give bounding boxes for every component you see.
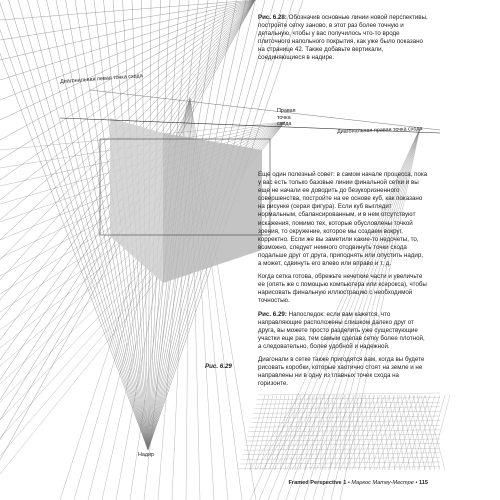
floor-grid-line: [265, 395, 281, 470]
floor-grid-line: [424, 395, 445, 470]
floor-grid-line: [251, 421, 440, 423]
floor-grid-line: [334, 395, 370, 470]
top-left-line: [0, 0, 255, 20]
floor-grid-line: [270, 395, 285, 470]
floor-grid-line: [365, 395, 370, 470]
footer-book-title: Framed Perspective 1: [288, 480, 347, 486]
floor-grid-line: [248, 430, 440, 432]
floor-grid-line: [247, 434, 440, 436]
floor-grid-line: [430, 395, 450, 470]
paragraph-tip: Еще один полезный совет: в самом начале процесса, пока у вас есть только базовые линии финальной сетки и вы еще не начали ее доводить до безукоризненного совершенства, постройте на ее основе куб, как показано на рисунке (серая фигура). Если куб выглядит нормальным, сбалансированным, и в нем отсутствуют искажения, помимо тех, которые обусловлены точкой зрения, то окружение, которое мы создаем вокруг, корректно. Если же вы заметили какие-то недочеты, то, возможно, следует немного отодвинуть точки схода подальше друг от друга, приподнять или опустить надир, а может, сдвинуть его влево или вправо и т. д.: [258, 171, 428, 268]
footer-page-number: 115: [418, 480, 428, 486]
floor-grid-line: [370, 395, 400, 470]
fig-6-29-label: Рис. 6.29:: [258, 310, 287, 318]
caption-fig-6-28: [258, 14, 428, 68]
floor-grid-line: [376, 395, 405, 470]
fine-floor-grid: [239, 393, 450, 470]
floor-grid-line: [417, 395, 435, 470]
footer-author: Маркос Матеу-Местре: [351, 480, 414, 486]
floor-grid-line: [425, 395, 445, 470]
paragraph-cleanup: Когда сетка готова, обрежьте нечеткие части и увеличьте ее (опять же с помощью компьютера или ксерокса), чтобы нарисовать финальную иллюстрацию с необходимой точностью.: [258, 273, 427, 305]
footer-separator: •: [347, 480, 350, 486]
floor-grid-line: [346, 395, 380, 470]
fig-6-28-text: Обозначив основные линии новой перспективы, постройте сетку заново, в этот раз более точную и детальную, чтобы у вас получилось что-то вроде плиточного напольного покрытия, как уже было показано на странице 42. Также добавьте вертикали, соединяющиеся в надире.: [258, 14, 428, 62]
top-left-line: [0, 0, 255, 100]
floor-grid-line: [252, 416, 440, 418]
body-text-column: [258, 171, 428, 393]
label-right-vp-line3: схода: [277, 121, 292, 127]
reference-cube-front: [163, 133, 262, 283]
label-diagonal-right-vp: Диагональная правая точка схода: [337, 126, 423, 135]
footer-separator-2: •: [415, 480, 418, 486]
floor-grid-line: [381, 395, 390, 470]
floor-grid-line: [253, 411, 440, 413]
label-right-vp-line1: Правая: [277, 108, 296, 114]
label-nadir: Надир: [138, 452, 155, 458]
floor-grid-line: [335, 395, 337, 470]
floor-grid-line: [394, 395, 420, 470]
fig-6-29-text: Напоследок: если вам кажется, что направляющие расположены слишком далеко друг от друга, вы можете просто разделить уже существующие участки еще раз, тем самым сделав сетку более плотной, а следовательно, более удобной и надежной.: [258, 310, 425, 350]
fig-6-28-label: Рис. 6.28:: [258, 14, 287, 21]
floor-grid-line: [304, 395, 345, 470]
floor-grid-line: [353, 395, 355, 470]
floor-grid-line: [316, 395, 355, 470]
floor-grid-line: [245, 444, 440, 446]
floor-grid-line: [352, 395, 385, 470]
floor-grid-line: [250, 395, 269, 470]
page-footer: [288, 480, 428, 486]
floor-grid-line: [364, 395, 395, 470]
floor-grid-line: [260, 395, 277, 470]
floor-grid-line: [320, 395, 325, 470]
floor-grid-line: [382, 395, 410, 470]
floor-grid-line: [377, 395, 385, 470]
floor-grid-line: [298, 395, 340, 470]
floor-grid-line: [254, 407, 440, 409]
floor-grid-line: [388, 395, 415, 470]
floor-grid-line: [255, 395, 273, 470]
paragraph-fig-6-29: [258, 311, 428, 351]
floor-grid-line: [389, 395, 400, 470]
floor-grid-line: [325, 395, 329, 470]
floor-grid-line: [409, 395, 425, 470]
floor-grid-line: [241, 457, 440, 459]
floor-grid-line: [385, 395, 395, 470]
label-diagonal-left-vp: Диагональная левая точка схода: [60, 73, 143, 85]
floor-grid-line: [406, 395, 430, 470]
floor-grid-line: [245, 395, 265, 470]
paragraph-diagonals: Диагонали в сетке также пригодятся вам, когда вы будете рисовать коробки, которые хаотично стоят на земле и не направлены ни в одну из главных точек схода на горизонте.: [258, 355, 425, 388]
paragraph-fig-6-28: [258, 14, 428, 63]
reference-cube-side: [110, 118, 163, 283]
figure-caption-6-29: Рис. 6.29: [205, 363, 232, 370]
label-right-vp: [277, 108, 296, 128]
label-right-vp-line2: точка: [277, 114, 291, 121]
floor-grid-line: [421, 395, 440, 470]
